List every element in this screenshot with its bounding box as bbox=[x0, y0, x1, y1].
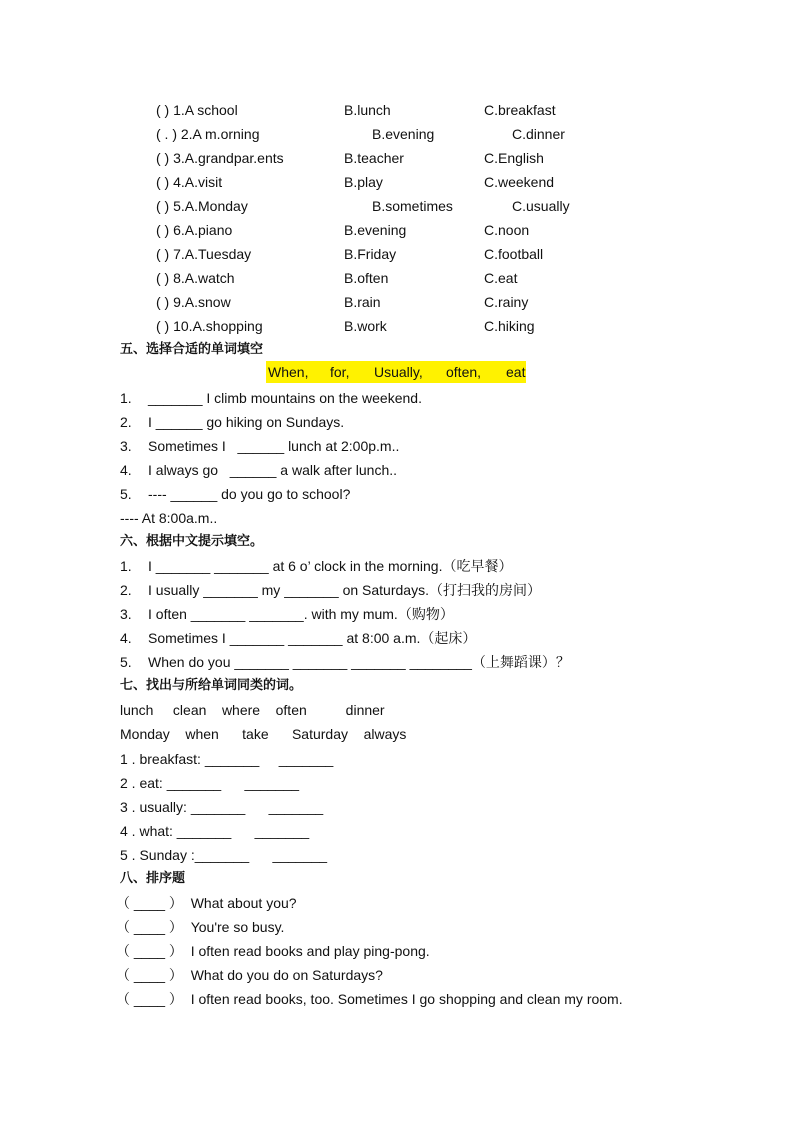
choice-question: ( ) 1.A school bbox=[156, 102, 238, 118]
choice-option-c: C.usually bbox=[512, 198, 570, 214]
choice-option-b: B.sometimes bbox=[372, 198, 453, 214]
ordering-item: （ ____ ） What about you? bbox=[116, 895, 297, 911]
choice-question: ( ) 9.A.snow bbox=[156, 294, 231, 310]
choice-option-c: C.football bbox=[484, 246, 544, 262]
choice-option-b: B.evening bbox=[344, 222, 407, 238]
choice-option-c: C.dinner bbox=[512, 126, 565, 142]
item-number: 2. bbox=[120, 582, 132, 598]
choice-option-b: B.work bbox=[344, 318, 387, 334]
ordering-item: （ ____ ） I often read books and play ping-pong. bbox=[116, 943, 430, 959]
section7-word-row: lunch clean where often dinner bbox=[120, 702, 385, 718]
fill-blank-sentence: I always go ______ a walk after lunch.. bbox=[148, 462, 398, 478]
item-number: 3. bbox=[120, 438, 132, 454]
choice-option-b: B.teacher bbox=[344, 150, 404, 166]
choice-option-b: B.evening bbox=[372, 126, 435, 142]
choice-question: ( ) 5.A.Monday bbox=[156, 198, 248, 214]
item-number: 4. bbox=[120, 630, 132, 646]
word-bank-word: When, bbox=[268, 364, 309, 380]
ordering-item: （ ____ ） I often read books, too. Sometimes I go shopping and clean my room. bbox=[116, 991, 623, 1007]
word-bank bbox=[266, 361, 526, 383]
fill-blank-sentence: I often _______ _______. with my mum.（购物） bbox=[148, 606, 454, 622]
section7-heading: 七、找出与所给单词同类的词。 bbox=[120, 678, 303, 693]
category-item: 4 . what: _______ _______ bbox=[120, 823, 310, 839]
fill-blank-sentence: Sometimes I _______ _______ at 8:00 a.m.（起床） bbox=[148, 630, 477, 646]
choice-question: ( ) 3.A.grandpar.ents bbox=[156, 150, 284, 166]
choice-option-b: B.often bbox=[344, 270, 389, 286]
choice-option-b: B.Friday bbox=[344, 246, 397, 262]
choice-question: ( ) 4.A.visit bbox=[156, 174, 223, 190]
fill-blank-sentence: I ______ go hiking on Sundays. bbox=[148, 414, 345, 430]
item-number: 4. bbox=[120, 462, 132, 478]
item-number: 1. bbox=[120, 558, 132, 574]
item-number: 5. bbox=[120, 654, 132, 670]
choice-question: ( ) 10.A.shopping bbox=[156, 318, 263, 334]
choice-option-c: C.breakfast bbox=[484, 102, 556, 118]
choice-option-b: B.rain bbox=[344, 294, 381, 310]
section6-heading: 六、根据中文提示填空。 bbox=[120, 534, 264, 549]
section5-answer-line: ---- At 8:00a.m.. bbox=[120, 510, 218, 526]
category-item: 1 . breakfast: _______ _______ bbox=[120, 751, 334, 767]
fill-blank-sentence: I _______ _______ at 6 o’ clock in the morning.（吃早餐） bbox=[148, 558, 513, 574]
section5-heading: 五、选择合适的单词填空 bbox=[120, 342, 264, 357]
choice-option-c: C.rainy bbox=[484, 294, 529, 310]
fill-blank-sentence: Sometimes I ______ lunch at 2:00p.m.. bbox=[148, 438, 400, 454]
choice-option-c: C.noon bbox=[484, 222, 530, 238]
word-bank-word: Usually, bbox=[374, 364, 423, 380]
item-number: 3. bbox=[120, 606, 132, 622]
category-item: 5 . Sunday :_______ _______ bbox=[120, 847, 328, 863]
item-number: 5. bbox=[120, 486, 132, 502]
item-number: 2. bbox=[120, 414, 132, 430]
ordering-item: （ ____ ） What do you do on Saturdays? bbox=[116, 967, 383, 983]
word-bank-word: for, bbox=[330, 364, 350, 380]
category-item: 2 . eat: _______ _______ bbox=[120, 775, 300, 791]
category-item: 3 . usually: _______ _______ bbox=[120, 799, 324, 815]
section8-heading: 八、排序题 bbox=[120, 871, 186, 886]
item-number: 1. bbox=[120, 390, 132, 406]
choice-option-c: C.eat bbox=[484, 270, 518, 286]
choice-option-b: B.lunch bbox=[344, 102, 391, 118]
word-bank-word: often, bbox=[446, 364, 482, 380]
choice-option-c: C.English bbox=[484, 150, 544, 166]
choice-question: ( ) 8.A.watch bbox=[156, 270, 235, 286]
word-bank-word: eat bbox=[506, 364, 526, 380]
choice-option-c: C.weekend bbox=[484, 174, 555, 190]
choice-question: ( ) 7.A.Tuesday bbox=[156, 246, 252, 262]
section7-word-row: Monday when take Saturday always bbox=[120, 726, 407, 742]
fill-blank-sentence: ---- ______ do you go to school? bbox=[148, 486, 351, 502]
ordering-item: （ ____ ） You're so busy. bbox=[116, 919, 285, 935]
choice-option-b: B.play bbox=[344, 174, 383, 190]
fill-blank-sentence: When do you _______ _______ _______ ________（上舞蹈课）？ bbox=[148, 654, 570, 670]
choice-question: ( . ) 2.A m.orning bbox=[156, 126, 260, 142]
choice-question: ( ) 6.A.piano bbox=[156, 222, 233, 238]
fill-blank-sentence: _______ I climb mountains on the weekend. bbox=[148, 390, 422, 406]
fill-blank-sentence: I usually _______ my _______ on Saturdays.（打扫我的房间） bbox=[148, 582, 541, 598]
choice-option-c: C.hiking bbox=[484, 318, 535, 334]
